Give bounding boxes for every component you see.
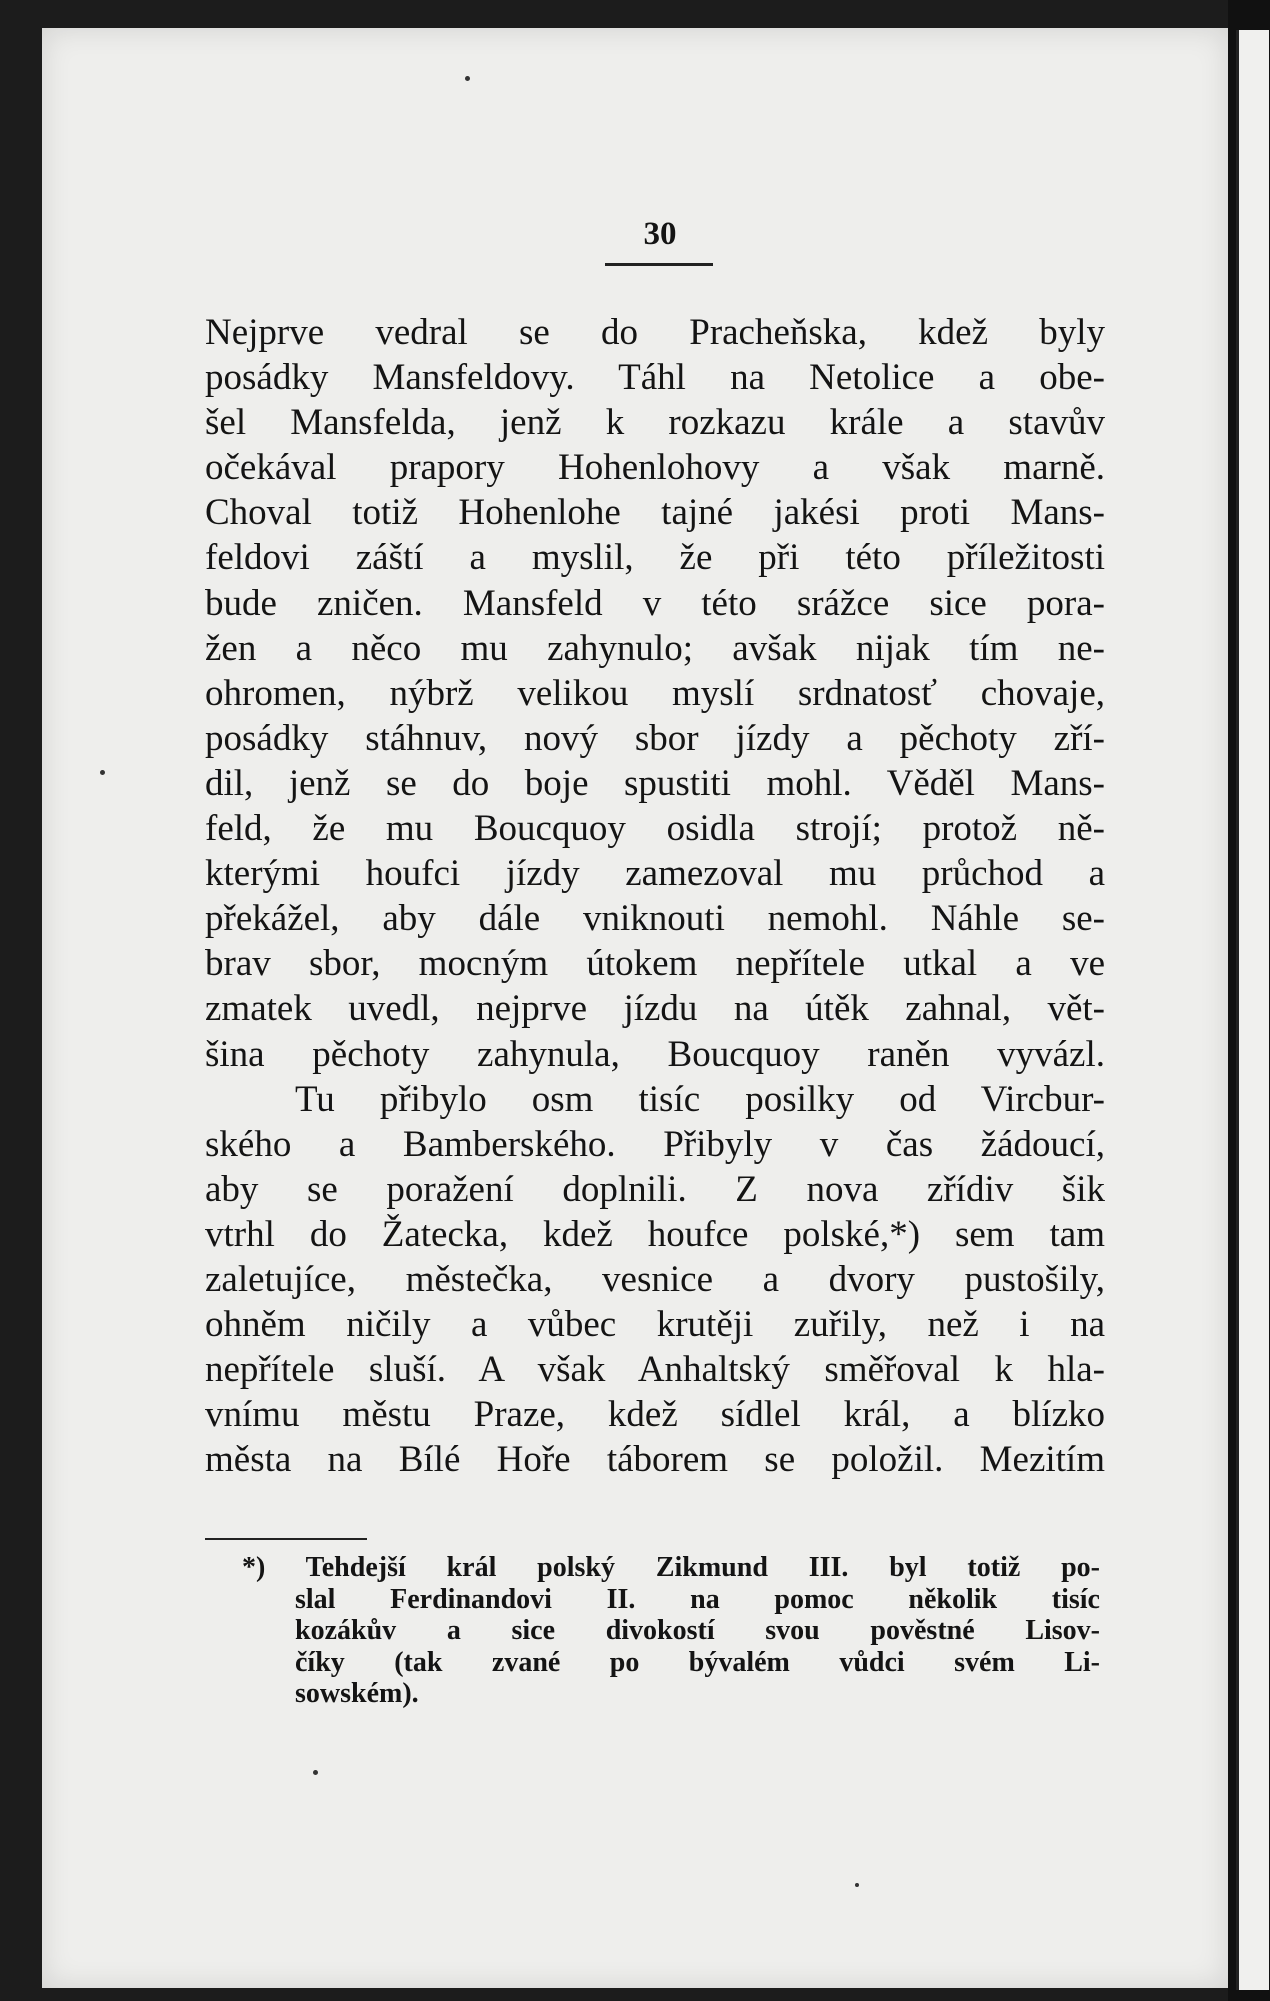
text-line: kterými houfci jízdy zamezoval mu průchod a — [205, 853, 1105, 895]
body-text — [205, 310, 1105, 1482]
text-line: brav sbor, mocným útokem nepřítele utkal a ve — [205, 943, 1105, 985]
text-line: ohromen, nýbrž velikou myslí srdnatosť chovaje, — [205, 672, 1105, 714]
text-line: zaletujíce, městečka, vesnice a dvory pustošily, — [205, 1258, 1105, 1300]
text-line: feld, že mu Boucquoy osidla strojí; protož ně- — [205, 808, 1105, 850]
text-line: bude zničen. Mansfeld v této srážce sice pora- — [205, 582, 1105, 624]
text-line: posádky stáhnuv, nový sbor jízdy a pěchoty zří- — [205, 717, 1105, 759]
text-line: posádky Mansfeldovy. Táhl na Netolice a obe- — [205, 357, 1105, 399]
text-line: šina pěchoty zahynula, Boucquoy raněn vyvázl. — [205, 1033, 1105, 1075]
scan-speck — [100, 770, 105, 775]
text-line: Choval totiž Hohenlohe tajné jakési proti Mans- — [205, 492, 1105, 534]
text-line: šel Mansfelda, jenž k rozkazu krále a stavův — [205, 402, 1105, 444]
text-line: zmatek uvedl, nejprve jízdu na útěk zahnal, vět- — [205, 988, 1105, 1030]
text-line: města na Bílé Hoře táborem se položil. Mezitím — [205, 1439, 1105, 1481]
scan-speck — [855, 1883, 859, 1887]
footnote — [242, 1552, 1100, 1710]
footnote-line: *) Tehdejší král polský Zikmund III. byl totiž po- — [242, 1552, 1100, 1583]
footnote-line: číky (tak zvané po bývalém vůdci svém Li- — [295, 1646, 1100, 1678]
text-line: aby se poražení doplnili. Z nova zřídiv šik — [205, 1168, 1105, 1210]
text-line: nepřítele sluší. A však Anhaltský směřoval k hla- — [205, 1349, 1105, 1391]
text-line: vnímu městu Praze, kdež sídlel král, a blízko — [205, 1394, 1105, 1436]
text-line: dil, jenž se do boje spustiti mohl. Věděl Mans- — [205, 762, 1105, 804]
page-number-rule — [605, 263, 713, 266]
scan-speck — [313, 1770, 318, 1775]
scan-speck — [465, 76, 470, 81]
page-number: 30 — [643, 216, 677, 252]
text-line: ského a Bamberského. Přibyly v čas žádoucí, — [205, 1123, 1105, 1165]
footnote-rule — [205, 1538, 367, 1540]
text-line: žen a něco mu zahynulo; avšak nijak tím ne- — [205, 627, 1105, 669]
footnote-line: slal Ferdinandovi II. na pomoc několik tisíc — [295, 1583, 1100, 1615]
adjacent-page-edge — [1236, 30, 1269, 1990]
text-line: Nejprve vedral se do Pracheňska, kdež byly — [205, 312, 1105, 353]
text-line: ohněm ničily a vůbec krutěji zuřily, než i na — [205, 1304, 1105, 1346]
footnote-line: kozákův a sice divokostí svou pověstné Lisov- — [295, 1615, 1100, 1647]
text-line-indented: Tu přibylo osm tisíc posilky od Vircbur- — [295, 1078, 1105, 1120]
footnote-line: sowském). — [295, 1678, 419, 1710]
text-line: překážel, aby dále vniknouti nemohl. Náhle se- — [205, 898, 1105, 940]
text-line: vtrhl do Žatecka, kdež houfce polské,*) sem tam — [205, 1213, 1105, 1255]
text-line: očekával prapory Hohenlohovy a však marně. — [205, 447, 1105, 489]
text-line: feldovi záští a myslil, že při této příležitosti — [205, 537, 1105, 579]
